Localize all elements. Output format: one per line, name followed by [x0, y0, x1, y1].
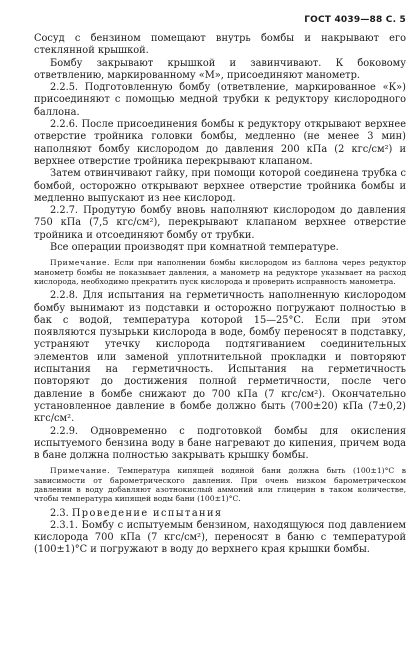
paragraph: Затем отвинчивают гайку, при помощи которой соединена трубка с бомбой, осторожно открывают верхнее отверстие тройника бомбы и медленно выпускают из нее кислород.	[34, 168, 406, 204]
paragraph: 2.2.5. Подготовленную бомбу (ответвление, маркированное «К») присоединяют с помощью медной трубки к редуктору кислородного баллона.	[34, 82, 406, 118]
paragraph: Сосуд с бензином помещают внутрь бомбы и накрывают его стеклянной крышкой.	[34, 33, 406, 57]
paragraph: 2.2.9. Одновременно с подготовкой бомбы для окисления испытуемого бензина воду в бане нагревают до кипения, причем вода в бане должна полностью закрывать крышку бомбы.	[34, 425, 406, 462]
note-label: Примечание.	[50, 258, 111, 268]
paragraph: 2.3.1. Бомбу с испытуемым бензином, находящуюся под давлением кислорода 700 кПа (7 кгс/см²), переносят в баню с температурой (100±1)°С и погружают в воду до верхнего края крышки бомбы.	[34, 519, 406, 556]
paragraph: Все операции производят при комнатной температуре.	[50, 242, 339, 254]
section-number: 2.3.	[50, 507, 69, 519]
paragraph: 2.2.7. Продутую бомбу вновь наполняют кислородом до давления 750 кПа (7,5 кгс/см²), перекрывают клапаном верхнее отверстие тройника и отсоединяют бомбу от трубки.	[34, 205, 406, 241]
page-header: ГОСТ 4039—88 С. 5	[304, 15, 406, 25]
note-text: Если при наполнении бомбы кислородом из баллона через редуктор манометр бомбы не показывает давления, а манометр на редукторе указывает на расход кислорода, необходимо прекратить пуск кислорода и проверить исправность манометра.	[34, 258, 406, 286]
paragraph: Бомбу закрывают крышкой и завинчивают. К боковому ответвлению, маркированному «М», присоединяют манометр.	[34, 57, 406, 81]
section-title: Проведение испытания	[71, 507, 223, 519]
note	[34, 466, 406, 503]
note-text: Температура кипящей водяной бани должна быть (100±1)°С в зависимости от барометрического давления. При очень низком барометрическом давлении в воду добавляют азотнокислый аммоний или глицерин в таком количестве, чтобы температура кипящей воды бани (100±1)°С.	[34, 466, 406, 504]
paragraph: 2.2.6. После присоединения бомбы к редуктору открывают верхнее отверстие тройника головки бомбы, медленно (не менее 3 мин) наполняют бомбу кислородом до давления 200 кПа (2 кгс/см²) и верхнее отверстие тройника перекрывают клапаном.	[34, 119, 406, 167]
note	[34, 258, 406, 286]
paragraph: 2.2.8. Для испытания на герметичность наполненную кислородом бомбу вынимают из подставки и осторожно погружают полностью в бак с водой, температура которой 15—25°С. Если при этом появляются пузырьки кислорода в воде, бомбу переносят в подставку, устраняют утечку кислорода подтягиванием соединительных элементов или заменой уплотнительной прокладки и повторяют испытания на герметичность. Испытания на герметичность повторяют до достижения полной герметичности, после чего давление в бомбе снижают до 700 кПа (7 кгс/см²). Окончательно установленное давление в бомбе должно быть (700±20) кПа (7±0,2) кгс/см².	[34, 290, 406, 425]
section-heading	[34, 508, 406, 520]
note-label: Примечание.	[50, 466, 111, 476]
